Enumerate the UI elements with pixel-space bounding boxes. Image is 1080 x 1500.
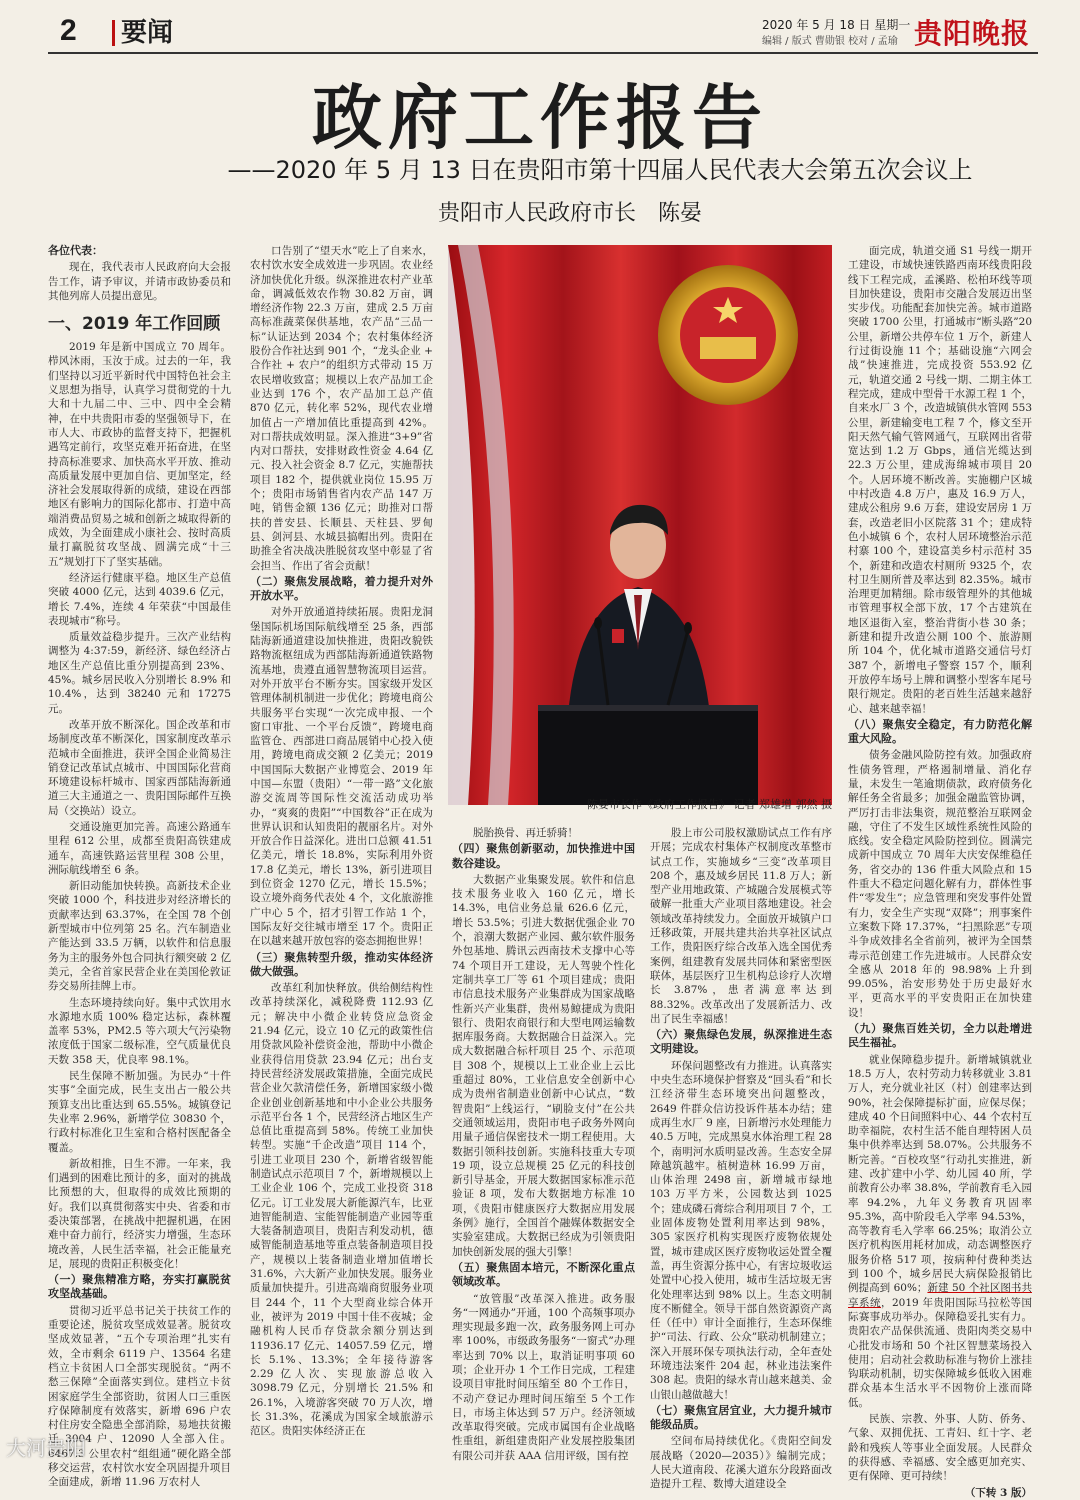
- paragraph: 新故相推，日生不滞。一年来，我们遇到的困难比预计的多，面对的挑战比预想的大，但取得的成效比预期的好。我们以真贯彻落实中央、省委和市委决策部署，在挑战中把握机遇，在困难中奋力前行，经济实力增强，生态环境改善，人民生活幸福，社会正能量充足，展现的贵阳正积极变化！: [48, 1157, 231, 1270]
- paragraph: 大数据产业集聚发展。软件和信息技术服务业收入 160 亿元，增长 14.3%，电信业务总量 626.6 亿元，增长 53.5%；引进大数据优强企业 70 个，浪潮大数据产业园、戴尔软件服务外包基地、腾讯云西南技术支撑中心等 74 个项目开工建设，无人驾驶个性化定制共享工厂等 61 个项目建成；贵阳市信息技术服务产业集群成为国家战略性新兴产业集群，贵州易鲸捷成为贵阳银行、贵阳农商银行和大型电网运输数据库服务商。大数据融合日益深入。完成大数据融合标杆项目 25 个、示范项目 308 个，规模以上工业企业上云比重超过 80%，工业信息安全创新中心成为贵州省制造业创新中心试点，“数智贵阳”上线运行，“刷脸支付”在公共交通领域运用，贵阳市电子政务外网向用量子通信保密技术一期工程使用。大数据引领科技创新。实施科技重大专项 19 项，设立总规模 25 亿元的科技创新引导基金，开展大数据国家标准示范验证 8 项，发布大数据地方标准 10 项，《贵阳市健康医疗大数据应用发展条例》施行，全国首个融媒体数据安全实验室建成。大数据已经成为引领贵阳加快创新发展的强大引擎！: [452, 873, 635, 1258]
- speaker-photo: [448, 245, 832, 795]
- subsection-heading: （九）聚焦百姓关切，全力以赴增进民生福祉。: [848, 1022, 1032, 1050]
- issue-date: 2020 年 5 月 18 日: [762, 18, 871, 32]
- paragraph: 空间布局持续优化。《贵阳空间发展战略（2020—2035）》编制完成；人民大道南段、花溪大道东分段路面改造提升工程、数博大道建设全: [650, 1435, 832, 1491]
- section-heading: 一、2019 年工作回顾: [48, 314, 221, 335]
- newspaper-logo: 贵阳晚报: [913, 17, 1030, 50]
- article-column-4: [650, 826, 832, 1491]
- article-column-3: [452, 826, 635, 1462]
- paragraph: [848, 1053, 1032, 1410]
- highlighted-text: 新建 50 个社区图书共享系统: [848, 1282, 1032, 1309]
- article-column-1: [48, 244, 231, 1489]
- paragraph: “放管服”改革深入推进。政务服务“一网通办”开通，100 个高频事项办理实现最多跑一次，政务服务网上可办率 100%，市级政务服务“一窗式”办理率达到 70% 以上，取消证明事项 60 项；企业开办 1 个工作日完成，工程建设项目审批时间压缩至 80 个工作日，不动产登记办理时间压缩至 5 个工作日，市场主体达到 57 万户。经济领域改革取得突破。完成市属国有企业战略性重组，新组建贵阳产业发展控股集团有限公司并获 AAA 信用评级，国有控: [452, 1292, 635, 1462]
- article-column-2: [250, 244, 433, 1454]
- page-number: 2: [60, 14, 77, 47]
- paragraph: 对外开放通道持续拓展。贵阳龙洞堡国际机场国际航线增至 25 条，西部陆海新通道建设加快推进，贵阳改貌铁路物流枢纽成为西部陆海新通道铁路物流基地，贵遵直通智慧物流项目运营。对外开放平台不断夯实。国家级开发区管理体制机制进一步优化；跨境电商公共服务平台实现“一次完成申报、一个窗口审批、一个平台反馈”，跨境电商监管仓、西部进口商品展销中心投入使用，跨境电商成交额 2 亿美元；2019 中国国际大数据产业博览会、2019 年中国—东盟（贵阳）“一带一路”文化旅游交流周等国际性交流活动成功举办，“爽爽的贵阳”“中国数谷”正在成为世界认识和认知贵阳的靓丽名片。对外开放合作日益深化。进出口总额 41.51 亿美元，增长 18.8%，实际利用外资 17.8 亿美元，增长 13%，新引进项目到位资金 1270 亿元，增长 15.5%；设立境外商务代表处 4 个，文化旅游推广中心 5 个，招才引智工作站 1 个，国际友好交往城市增至 17 个。贵阳正在以越来越开放包容的姿态拥抱世界！: [250, 606, 433, 948]
- paragraph: 交通设施更加完善。高速公路通车里程 612 公里，成都至贵阳高铁建成通车，高速铁路运营里程 308 公里，洲际航线增至 6 条。: [48, 820, 231, 876]
- paragraph: 面完成，轨道交通 S1 号线一期开工建设，市域快速铁路西南环线贵阳段线下工程完成，孟溪路、松柏环线等项目加快建设，贵阳市交融合发展迈出坚实步伐。功能配套加快完善。城市道路突破 1700 公里，打通城市“断头路”20 公里，新增公共停车位 1 万个，新建人行过街设施 11 个；基础设施“六网会战”快速推进，完成投资 553.92 亿元，轨道交通 2 号线一期、二期主体工程完成，建成中型骨干水源工程 1 个，自来水厂 3 个，改造城镇供水管网 553 公里，新建输变电工程 7 个，修文至开阳天然气输气管网通气，互联网出省带宽达到 1.2 万 Gbps，通信光缆达到 22.3 万公里，建成海绵城市项目 20 个。人居环境不断改善。实施棚户区城中村改造 4.8 万户，惠及 16.9 万人，建成公租房 9.6 万套，建设安居房 1 万套，改造老旧小区院落 31 个；建成特色小城镇 6 个，农村人居环境整治示范村寨 100 个，建设富美乡村示范村 35 个，新建和改造农村厕所 9325 个，农村卫生厕所普及率达到 82.35%。城市治理更加精细。除市级管理外的其他城市管理事权全部下放，17 个古建筑在地区退街入室，整治背街小巷 30 条；新建和提升改造公厕 100 个、旅游厕所 104 个，优化城市道路交通信号灯 387 个，新增电子警察 157 个，顺利开放停车场号上牌和调整小型客车尾号限行规定。贵阳的老百姓生活越来越舒心、越来越幸福！: [848, 245, 1032, 715]
- paragraph-part: 就业保障稳步提升。新增城镇就业 18.5 万人，农村劳动力转移就业 3.81 万人，充分就业社区（村）创建率达到 90%，社会保障提标扩面，应保尽保；建成 40 个日间照料中心、44 个农村互助幸福院，农村生活不能自理特困人员集中供养率达到 58.07%。公共服务不断完善。“百校攻坚”行动扎实推进，新建、改扩建中小学、幼儿园 40 所，学前教育公办率 38.8%，学前教育毛入园率 94.2%，九年义务教育巩固率 95.3%，高中阶段毛入学率 94.53%，高等教育毛入学率 66.25%；取消公立医疗机构医用耗材加成，动态调整医疗服务价格 517 项，按病种付费种类达到 100 个，城乡居民大病保险报销比例提高到 60%；: [848, 1053, 1032, 1295]
- intro-paragraph: 现在，我代表市人民政府向大会报告工作，请予审议，并请市政协委员和其他列席人员提出意见。: [48, 261, 231, 302]
- watermark: 大河贵阳: [6, 1436, 86, 1460]
- continued-note: （下转 3 版）: [964, 1486, 1032, 1499]
- paragraph: 经济运行健康平稳。地区生产总值突破 4000 亿元，达到 4039.6 亿元，增长 7.4%，连续 4 年荣获“中国最佳表现城市”称号。: [48, 571, 231, 627]
- photo-illustration: [448, 245, 832, 795]
- page-title: 政府工作报告: [312, 77, 768, 159]
- paragraph: 民生保障不断加强。为民办“十件实事”全面完成，民生支出占一般公共预算支出比重达到 65.55%。城镇登记失业率 2.96%，新增学位 30830 个，行政村标准化卫生室和合格村医配备全覆盖。: [48, 1070, 231, 1154]
- paragraph: 新旧动能加快转换。高新技术企业突破 1000 个，科技进步对经济增长的贡献率达到 63.37%，在全国 78 个创新型城市中位列第 25 名。汽车制造业产能达到 33.5 万辆，以软件和信息服务为主的服务外包合同执行额突破 2 亿美元，全省首家民营企业在美国伦敦证券交易所挂牌上市。: [48, 880, 231, 993]
- issue-meta: [762, 18, 910, 49]
- paragraph: 改革开放不断深化。国企改革和市场制度改革不断深化，国家制度改革示范城市全面推进，获评全国企业简易注销登记改革试点城市、中国国际化营商环境建设标杆城市、国家西部陆海新通道三大主通道之一、贵阳国际邮件互换局（交换站）设立。: [48, 718, 231, 817]
- subsection-heading: （七）聚焦宜居宜业，大力提升城市能级品质。: [650, 1403, 832, 1432]
- paragraph: 生态环境持续向好。集中式饮用水水源地水质 100% 稳定达标，森林覆盖率 53%，PM2.5 等六项大气污染物浓度低于国家二级标准，空气质量优良天数 358 天，优良率 98.1%。: [48, 996, 231, 1066]
- paragraph: 改革红利加快释放。供给侧结构性改革持续深化，减税降费 112.93 亿元；解决中小微企业转贷应急资金 21.94 亿元，设立 10 亿元的政策性信用贷款风险补偿资金池，帮助中小微企业获得信用贷款 23.94 亿元；出台支持民营经济发展政策措施，全面完成民营企业欠款清偿任务，新增国家级小微企业创业创新基地和中小企业公共服务示范平台各 1 个，民营经济占地区生产总值比重提高到 58%。传统工业加快转型。实施“千企改造”项目 114 个，引进工业项目 230 个，新增省级智能制造试点示范项目 7 个，新增规模以上工业企业 106 个，完成工业投资 318 亿元。订工业发展大新能源汽车，比亚迪智能制造、宝能智能制造产业园等重大装备制造项目，贵阳吉利发动机，德威智能制造基地等重点装备制造项目投产，规模以上装备制造业增加值增长 31.6%，六大新产业加快发展。服务业质量加快提升。引进高端商贸服务业项目 244 个，11 个大型商业综合体开业，被评为 2019 中国十佳不夜城；金融机构人民币存贷款余额分别达到 11936.17 亿元、14057.59 亿元，增长 5.1%、13.3%；全年接待游客 2.29 亿人次、实现旅游总收入 3098.79 亿元，分别增长 21.5% 和 26.1%，入境游客突破 70 万人次，增长 31.3%，花溪成为国家全域旅游示范区。贵阳实体经济正在: [250, 982, 433, 1438]
- paragraph: 民族、宗教、外事、人防、侨务、气象、双拥优抚、工青妇、红十字、老龄和残疾人等事业全面发展。人民群众的获得感、幸福感、安全感更加充实、更有保障、更可持续！: [848, 1413, 1032, 1483]
- paragraph: 债务金融风险防控有效。加强政府性债务管理，严格遏制增量、消化存量，未发生一笔逾期债款，政府债务化解任务全省最多；加强金融监管协调，严厉打击非法集资，规范整治互联网金融，守住了不发生区域性系统性风险的底线。安全稳定风险防控到位。圆满完成新中国成立 70 周年大庆安保维稳任务，省交办的 136 件重大风险点和 15 件重大不稳定问题化解有力，群体性事件“零发生”；应急管理和突发事件处置有力，安全生产实现“双降”；刑事案件立案数下降 17.37%，“扫黑除恶”专项斗争成效排名全省前列，被评为全国禁毒示范创建工作先进城市。人民群众安全感从 2018 年的 98.98% 上升到 99.05%，治安形势处于历史最好水平，更高水平的平安贵阳正在加快建设！: [848, 749, 1032, 1019]
- byline: 贵阳市人民政府市长 陈晏: [437, 201, 702, 226]
- subsection-heading: （六）聚焦绿色发展，纵深推进生态文明建设。: [650, 1028, 832, 1056]
- paragraph: 脱胎换骨、再迁骄骑！: [473, 827, 578, 839]
- subsection-heading: （三）聚焦转型升级，推动实体经济做大做强。: [250, 950, 433, 978]
- issue-weekday: 星期一: [874, 18, 911, 32]
- section-label: 要闻: [112, 20, 173, 46]
- paragraph-part: ，2019 年贵阳国际马拉松等国际赛事成功举办。保障稳妥扎实有力。贵阳农产品保供流通、贵阳肉类交易中心批发市场和 50 个社区智慧菜场投入使用；启动社会救助标准与物价上涨挂钩联动机制，切实保障城乡低收入困难群众基本生活水平不因物价上涨而降低。: [848, 1296, 1033, 1409]
- subtitle: ——2020 年 5 月 13 日在贵阳市第十四届人民代表大会第五次会议上: [227, 156, 973, 184]
- photo-caption: 陈晏市长作《政府工作报告》 记者 郑雄增 郭然 摄: [587, 798, 832, 811]
- subsection-heading: （一）聚焦精准方略，夯实打赢脱贫攻坚战基础。: [48, 1273, 231, 1301]
- greeting: 各位代表：: [48, 244, 103, 257]
- paragraph: 贯彻习近平总书记关于扶贫工作的重要论述，脱贫攻坚成效显著。脱贫攻坚成效显著，“五个专项治理”扎实有效，全市剩余 6119 户、13564 名建档立卡贫困人口全部实现脱贫。“两不愁三保障”全面落实到位。建档立卡贫困家庭学生全部资助，贫困人口三重医疗保障制度有效落实，新增 696 户农村住房安全隐患全部消除，易地扶贫搬迁 3004 户、12090 人全部入住。6467.3 公里农村“组组通”硬化路全部移交运营，农村饮水安全巩固提升项目全面建成，新增 11.96 万农村人: [48, 1304, 231, 1489]
- paragraph: 口告别了“望天水”吃上了自来水，农村饮水安全成效进一步巩固。农业经济加快优化升级。纵深推进农村产业革命，调减低效农作物 30.82 万亩，调增经济作物 22.3 万亩，建成 2.5 万亩高标准蔬菜保供基地，农产品“三品一标”认证达到 2034 个；农村集体经济股份合作社达到 901 个，“龙头企业 + 合作社 + 农户”的组织方式带动 15 万农民增收致富；规模以上农产品加工企业达到 176 个，农产品加工总产值 870 亿元，转化率 52%，现代农业增加值占一产增加值比重提高到 42%。对口帮扶成效明显。深入推进“3+9”省内对口帮扶，安排财政性资金 4.64 亿元、投入社会资金 8.7 亿元，实施帮扶项目 182 个，提供就业岗位 15.95 万个；贵阳市场销售省内农产品 147 万吨，销售金额 136 亿元；助推对口帮扶的普安县、长顺县、天柱县、罗甸县、剑河县、水城县搞帽出列。贵阳在助推全省决战决胜脱贫攻坚中彰显了省会担当、作出了省会贡献！: [250, 245, 433, 572]
- paragraph: 股上市公司股权激励试点工作有序开展；完成农村集体产权制度改革整市试点工作，实施域乡“三变”改革项目 208 个，惠及域乡居民 11.8 万人；新型产业用地政策、产城融合发展模式等破解一批重大产业项目落地建设。社会领域改革持续发力。全面放开城镇户口迁移政策，开展共建共治共享社区试点工作，贵阳医疗综合改革入选全国优秀案例，组建教育发展共同体和紧密型医联体，基层医疗卫生机构总诊疗人次增长 3.87%，患者满意率达到 88.32%。改革改出了发展新活力、改出了民生幸福感！: [650, 827, 832, 1025]
- subsection-heading: （五）聚焦固本培元，不断深化重点领域改革。: [452, 1260, 635, 1289]
- subsection-heading: （二）聚焦发展战略，着力提升对外开放水平。: [250, 574, 433, 603]
- masthead: [48, 12, 1038, 54]
- article-column-5: [848, 244, 1033, 1499]
- editors-line: 编辑 / 版式 曹勋银 校对 / 孟瑜: [762, 36, 898, 47]
- paragraph: 环保问题整改有力推进。认真落实中央生态环境保护督察及“回头看”和长江经济带生态环境突出问题整改，2649 件群众信访投诉件基本办结；建成再生水厂 9 座，日新增污水处理能力 40.5 万吨，完成黑臭水体治理工程 28 个，南明河水质明显改善。生态安全屏障越筑越牢。植树造林 16.99 万亩，山体治理 2498 亩，新增城市绿地 103 万平方米，公园数达到 1025 个；建成磷石膏综合利用项目 7 个，工业固体废物处置利用率达到 98%，305 家医疗机构实现医疗废物依规处置，城市建成区医疗废物收运处置全覆盖，再生资源分拣中心，有害垃圾收运处置中心投入使用，城市生活垃圾无害化处理率达到 98% 以上。生态文明制度不断健全。领导干部自然资源资产离任（任中）审计全面推行，生态环保维护“司法、行政、公众”联动机制建立；深入开展环保专项执法行动，全年查处环境违法案件 204 起，林业违法案件 308 起。贵阳的绿水青山越来越美、金山银山越做越大！: [650, 1059, 832, 1401]
- paragraph: 质量效益稳步提升。三次产业结构调整为 4:37:59，新经济、绿色经济占地区生产总值比重分别提高到 23%、45%。城乡居民收入分别增长 8.9% 和 10.4%，达到 38240 元和 17275 元。: [48, 631, 231, 715]
- subsection-heading: （八）聚焦安全稳定，有力防范化解重大风险。: [848, 717, 1032, 746]
- subsection-heading: （四）聚焦创新驱动，加快推进中国数谷建设。: [452, 842, 635, 870]
- paragraph: 2019 年是新中国成立 70 周年。栉风沐雨，玉汝于成。过去的一年，我们坚持以习近平新时代中国特色社会主义思想为指导，认真学习贯彻党的十九大和十九届二中、三中、四中全会精神，在中共贵阳市委的坚强领导下，在市人大、市政协的监督支持下，把握机遇笃定前行，攻坚克难开拓奋进，在坚持高标准要求、加快高水平开放、推动高质量发展中更加自信、更加坚定，经济社会发展取得新的成绩，建设在西部地区有影响力的国际化都市、打造中高端消费品贸易之城和创新之城取得新的成效，为全面建成小康社会、按时高质量打赢脱贫攻坚战、圆满完成“十三五”规划打下了坚实基础。: [48, 341, 231, 568]
